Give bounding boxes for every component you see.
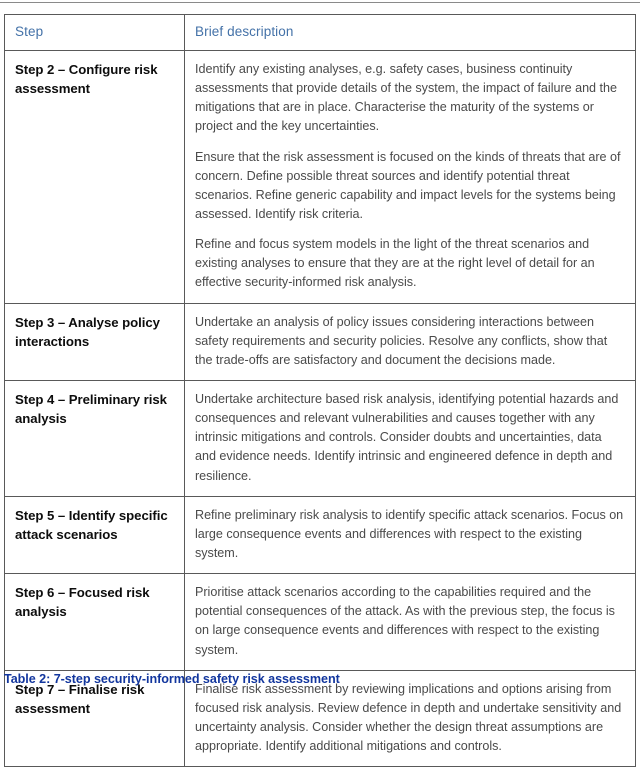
description-paragraph: Undertake an analysis of policy issues considering interactions between safety requirements and security policies. Resolve any conflicts, show that the trade-offs are satisfactory and document the decisions made. <box>195 314 608 367</box>
description-paragraph: Undertake architecture based risk analysis, identifying potential hazards and consequences and relevant vulnerabilities and causes together with any intrinsic mitigations and controls. Consider doubts and uncertainties, data and evidence needs. Identify intrinsic and engineered defence in depth and resilience. <box>195 391 619 483</box>
step-label: Step 5 – Identify specific attack scenarios <box>15 507 168 542</box>
step-cell <box>5 303 185 380</box>
description-cell <box>185 303 636 380</box>
step-label: Step 2 – Configure risk assessment <box>15 62 158 97</box>
column-header-step-label: Step <box>15 24 44 39</box>
step-cell <box>5 574 185 671</box>
table-row <box>5 380 636 496</box>
table-body <box>5 51 636 767</box>
step-label: Step 3 – Analyse policy interactions <box>15 314 160 349</box>
description-paragraph: Refine preliminary risk analysis to identify specific attack scenarios. Focus on large consequence events and differences with respect to the existing system. <box>195 507 624 560</box>
description-cell <box>185 574 636 671</box>
step-cell <box>5 496 185 573</box>
description-cell <box>185 496 636 573</box>
description-paragraph: Ensure that the risk assessment is focused on the kinds of threats that are of concern. Define possible threat sources and identify potential threat scenarios. Refine generic capability and impact levels for the systems being assessed. Identify risk criteria. <box>195 149 621 221</box>
table-row <box>5 303 636 380</box>
description-cell <box>185 51 636 304</box>
risk-assessment-table-container <box>4 14 635 767</box>
table-caption: Table 2: 7-step security-informed safety risk assessment <box>4 672 340 686</box>
step-label: Step 6 – Focused risk analysis <box>15 585 150 620</box>
table-row <box>5 574 636 671</box>
step-label: Step 7 – Finalise risk assessment <box>15 681 145 716</box>
column-header-description <box>185 15 636 51</box>
description-paragraph: Identify any existing analyses, e.g. safety cases, business continuity assessments that provide details of the system, the impact of failure and the mitigations that are in place. Characterise the maturity of the systems or project and the key uncertainties. <box>195 62 617 134</box>
description-paragraph: Prioritise attack scenarios according to the capabilities required and the potential consequences of the attack. As with the previous step, the focus is on large consequence events and differences with respect to the existing system. <box>195 585 615 657</box>
table-row <box>5 51 636 304</box>
column-header-step <box>5 15 185 51</box>
table-header-row <box>5 15 636 51</box>
step-cell <box>5 51 185 304</box>
description-paragraph: Finalise risk assessment by reviewing implications and options arising from focused risk analysis. Review defence in depth and undertake sensitivity and uncertainty analysis. Consider whether the design threat assumptions are appropriate. Identify additional mitigations and controls. <box>195 681 622 754</box>
description-cell <box>185 380 636 496</box>
table-header <box>5 15 636 51</box>
step-label: Step 4 – Preliminary risk analysis <box>15 391 167 427</box>
risk-assessment-table <box>4 14 636 767</box>
column-header-description-label: Brief description <box>195 24 294 39</box>
page-top-rule <box>0 2 640 3</box>
description-paragraph: Refine and focus system models in the light of the threat scenarios and existing analyses to ensure that they are at the right level of detail for an effective security-informed risk analysis. <box>195 237 595 290</box>
table-row <box>5 496 636 573</box>
step-cell <box>5 380 185 496</box>
